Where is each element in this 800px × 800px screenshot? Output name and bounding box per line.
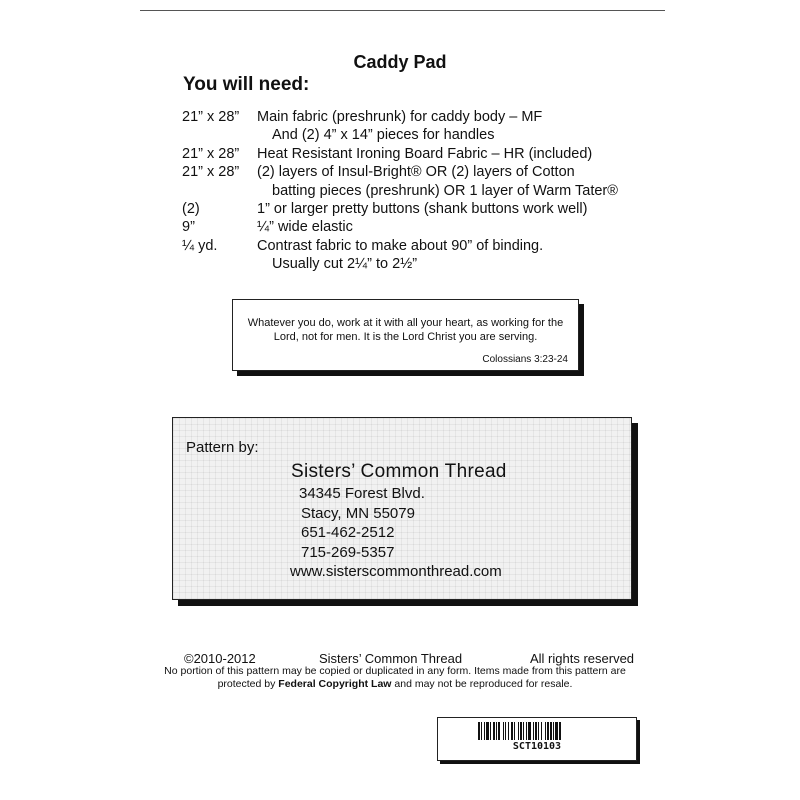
- top-rule: [140, 10, 665, 11]
- barcode-bar: [514, 722, 515, 740]
- material-description: (2) layers of Insul-Bright® OR (2) layers of Cotton: [257, 164, 575, 181]
- designer-phone-1: 651-462-2512: [301, 524, 395, 541]
- barcode-bar: [541, 722, 542, 740]
- barcode-bar: [533, 722, 534, 740]
- material-description: And (2) 4” x 14” pieces for handles: [272, 127, 495, 144]
- quote-reference: Colossians 3:23-24: [482, 354, 568, 365]
- barcode-bar: [550, 722, 552, 740]
- legal-disclaimer: [150, 665, 640, 691]
- designer-website: www.sisterscommonthread.com: [290, 563, 502, 580]
- legal-text-bold: Federal Copyright Law: [278, 678, 392, 690]
- material-description: 1” or larger pretty buttons (shank buttons work well): [257, 200, 588, 217]
- material-quantity: 21” x 28”: [182, 145, 240, 162]
- barcode-bar: [481, 722, 482, 740]
- material-quantity: 21” x 28”: [182, 164, 240, 181]
- designer-contact-lines: [290, 484, 502, 582]
- material-description: Main fabric (preshrunk) for caddy body – MF: [257, 109, 543, 125]
- barcode-bar: [526, 722, 527, 740]
- material-quantity: (2): [182, 200, 200, 217]
- barcode-bars: [478, 722, 596, 740]
- barcode-bar: [505, 722, 506, 740]
- barcode-bar: [496, 722, 497, 740]
- page-title: Caddy Pad: [353, 52, 447, 72]
- material-description: Contrast fabric to make about 90” of binding.: [257, 237, 544, 254]
- barcode-bar: [538, 722, 539, 740]
- barcode-bar: [486, 722, 489, 740]
- barcode-bar: [528, 722, 531, 740]
- barcode-bar: [553, 722, 554, 740]
- barcode-bar: [503, 722, 504, 740]
- legal-text-part-2: and may not be reproduced for resale.: [394, 678, 573, 690]
- material-description: batting pieces (preshrunk) OR 1 layer of Warm Tater®: [272, 182, 618, 199]
- material-quantity: ¼ yd.: [182, 237, 218, 254]
- barcode-bar: [478, 722, 480, 740]
- rights-reserved-notice: All rights reserved: [530, 651, 635, 666]
- barcode-bar: [493, 722, 495, 740]
- barcode-bar: [490, 722, 491, 740]
- footer-company-name: Sisters’ Common Thread: [319, 651, 463, 666]
- barcode-bar: [508, 722, 509, 740]
- material-description: Heat Resistant Ironing Board Fabric – HR (included): [257, 145, 593, 162]
- barcode-bar: [498, 722, 500, 740]
- legal-text-part-1: No portion of this pattern may be copied or duplicated in any form. Items made from this pattern are protected by: [164, 665, 626, 690]
- barcode-label: [437, 717, 637, 761]
- barcode-bar: [547, 722, 549, 740]
- material-description: ¼” wide elastic: [257, 219, 353, 236]
- scripture-quote-box: [232, 299, 579, 371]
- barcode-bar: [518, 722, 519, 740]
- designer-street-address: 34345 Forest Blvd.: [299, 485, 425, 502]
- barcode-bar: [545, 722, 546, 740]
- barcode-bar: [484, 722, 485, 740]
- barcode-bar: [555, 722, 558, 740]
- copyright-notice: ©2010-2012: [184, 651, 256, 666]
- barcode-number: SCT10103: [512, 741, 562, 752]
- designer-city-state-zip: Stacy, MN 55079: [301, 504, 415, 522]
- barcode-bar: [511, 722, 513, 740]
- material-quantity: 21” x 28”: [182, 109, 240, 125]
- requirements-heading: You will need:: [183, 74, 310, 95]
- barcode-bar: [535, 722, 537, 740]
- barcode-bar: [520, 722, 522, 740]
- material-description: Usually cut 2¼” to 2½”: [272, 256, 418, 273]
- barcode-bar: [559, 722, 561, 740]
- barcode-bar: [523, 722, 524, 740]
- designer-company-name: Sisters’ Common Thread: [291, 461, 507, 482]
- material-quantity: 9”: [182, 219, 195, 236]
- pattern-by-label: Pattern by:: [186, 439, 259, 456]
- pattern-designer-box: [172, 417, 632, 600]
- designer-phone-2: 715-269-5357: [301, 543, 395, 561]
- quote-text: Whatever you do, work at it with all your heart, as working for the Lord, not for men. It is the Lord Christ you are serving.: [247, 317, 564, 343]
